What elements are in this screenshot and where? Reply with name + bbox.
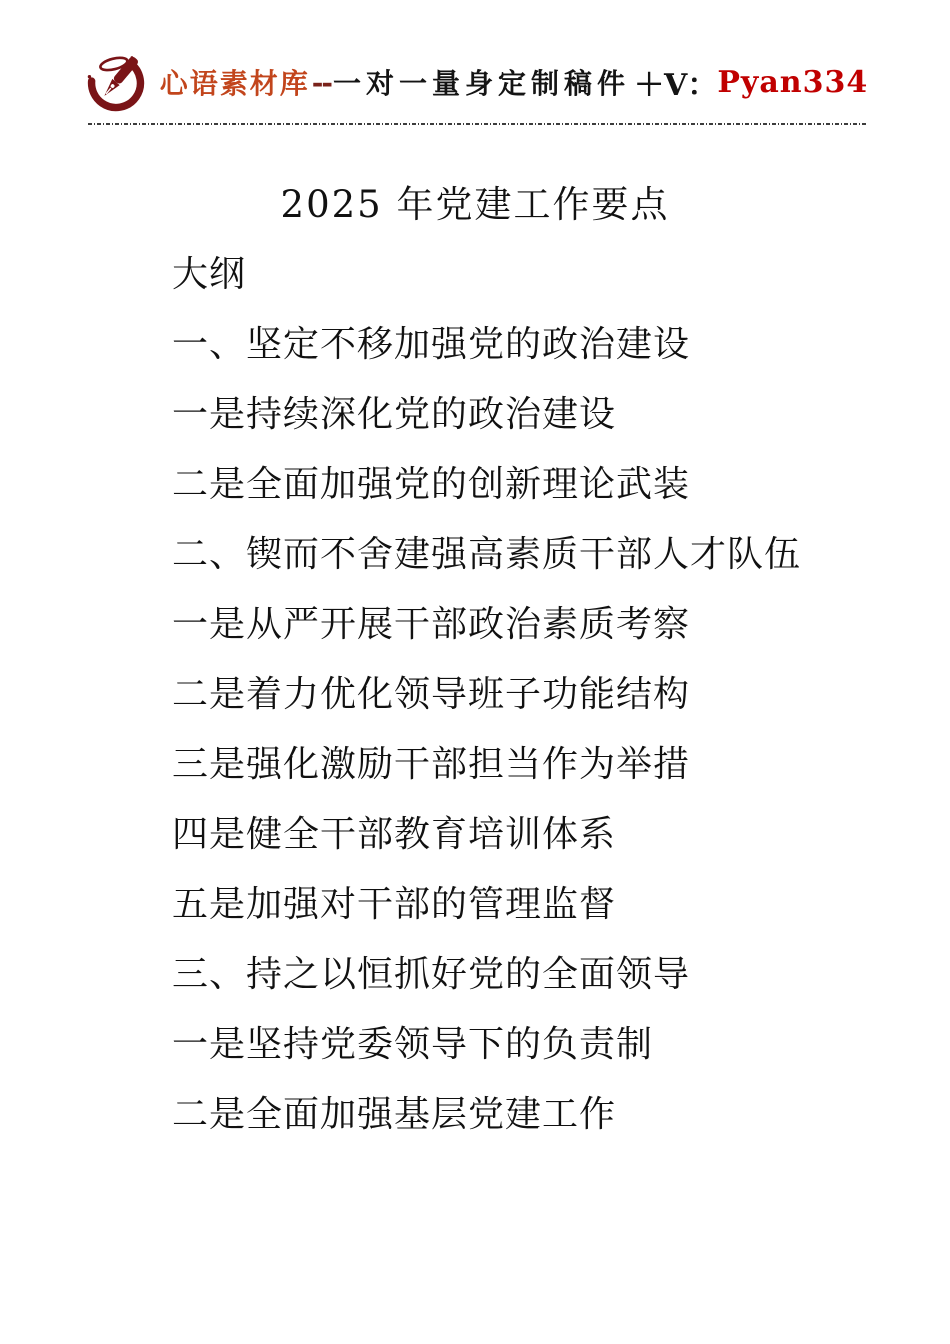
outline-label: 大纲 bbox=[172, 254, 247, 295]
header bbox=[0, 48, 950, 116]
outline-line-2: 一是持续深化党的政治建设 bbox=[172, 394, 617, 435]
document-title: 2025 年党建工作要点 bbox=[280, 183, 670, 226]
outline-line-11: 一是坚持党委领导下的负责制 bbox=[172, 1024, 654, 1065]
outline-line-5: 一是从严开展干部政治素质考察 bbox=[172, 604, 691, 645]
outline-line-8: 四是健全干部教育培训体系 bbox=[172, 814, 617, 855]
outline-line-1: 一、坚定不移加强党的政治建设 bbox=[172, 324, 691, 365]
dotted-divider bbox=[88, 123, 866, 125]
outline-line-3: 二是全面加强党的创新理论武装 bbox=[172, 464, 691, 505]
header-tagline: 一对一量身定制稿件 bbox=[333, 67, 631, 100]
outline-line-10: 三、持之以恒抓好党的全面领导 bbox=[172, 954, 691, 995]
document-content bbox=[0, 170, 950, 1150]
contact-prefix-label: ＋V： bbox=[634, 68, 718, 103]
brand-name: 心语素材库 bbox=[159, 67, 310, 100]
outline-line-7: 三是强化激励干部担当作为举措 bbox=[172, 744, 691, 785]
outline-line-6: 二是着力优化领导班子功能结构 bbox=[172, 674, 691, 715]
outline-line-9: 五是加强对干部的管理监督 bbox=[172, 884, 617, 925]
pen-logo-icon bbox=[82, 50, 150, 114]
outline-line-4: 二、锲而不舍建强高素质干部人才队伍 bbox=[172, 534, 802, 575]
wechat-id: Pyan334 bbox=[717, 64, 869, 100]
brand-separator: -- bbox=[311, 65, 332, 99]
outline-line-12: 二是全面加强基层党建工作 bbox=[172, 1094, 617, 1135]
